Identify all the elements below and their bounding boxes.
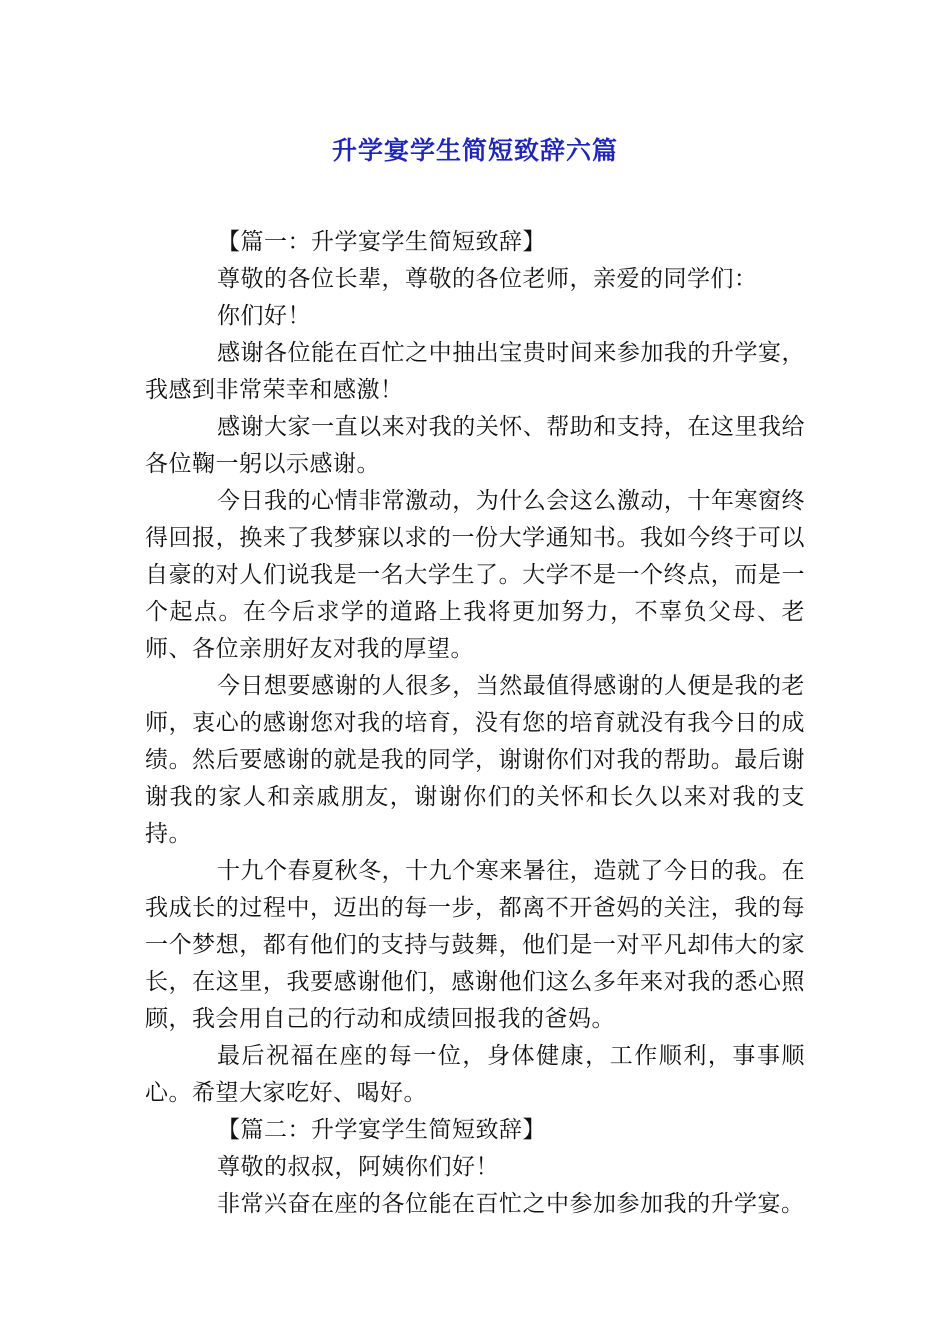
body-paragraph: 感谢各位能在百忙之中抽出宝贵时间来参加我的升学宴，我感到非常荣幸和感激！ xyxy=(145,340,805,403)
document-body xyxy=(145,224,805,1223)
section-heading-1: 【篇一：升学宴学生简短致辞】 xyxy=(217,229,546,255)
body-paragraph: 感谢大家一直以来对我的关怀、帮助和支持，在这里我给各位鞠一躬以示感谢。 xyxy=(145,414,805,477)
body-paragraph: 今日我的心情非常激动，为什么会这么激动，十年寒窗终得回报，换来了我梦寐以求的一份大学通知书。我如今终于可以自豪的对人们说我是一名大学生了。大学不是一个终点，而是一个起点。在今后求学的道路上我将更加努力，不辜负父母、老师、各位亲朋好友对我的厚望。 xyxy=(145,488,805,662)
greeting-paragraph: 尊敬的各位长辈，尊敬的各位老师，亲爱的同学们： xyxy=(217,266,758,292)
body-paragraph: 十九个春夏秋冬，十九个寒来暑往，造就了今日的我。在我成长的过程中，迈出的每一步，都离不开爸妈的关注，我的每一个梦想，都有他们的支持与鼓舞，他们是一对平凡却伟大的家长，在这里，我要感谢他们，感谢他们这么多年来对我的悉心照顾，我会用自己的行动和成绩回报我的爸妈。 xyxy=(145,858,805,1032)
body-paragraph: 今日想要感谢的人很多，当然最值得感谢的人便是我的老师，衷心的感谢您对我的培育，没有您的培育就没有我今日的成绩。然后要感谢的就是我的同学，谢谢你们对我的帮助。最后谢谢我的家人和亲戚朋友，谢谢你们的关怀和长久以来对我的支持。 xyxy=(145,673,805,847)
greeting-paragraph: 尊敬的叔叔，阿姨你们好！ xyxy=(217,1154,499,1180)
closing-paragraph: 最后祝福在座的每一位，身体健康，工作顺利，事事顺心。希望大家吃好、喝好。 xyxy=(145,1043,805,1106)
section-heading-2: 【篇二：升学宴学生简短致辞】 xyxy=(217,1117,546,1143)
hello-paragraph: 你们好！ xyxy=(217,303,311,329)
body-paragraph: 非常兴奋在座的各位能在百忙之中参加参加我的升学宴。 xyxy=(217,1191,805,1217)
document-title: 升学宴学生简短致辞六篇 xyxy=(331,136,618,165)
